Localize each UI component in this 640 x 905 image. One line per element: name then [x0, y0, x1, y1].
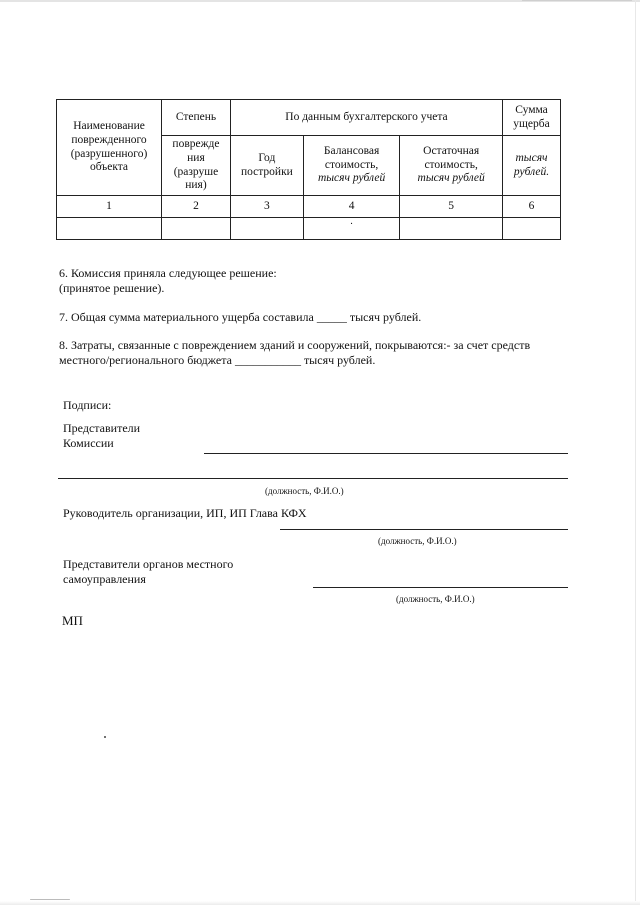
empty-cell: [162, 218, 231, 240]
header-balance-line2: стоимость,: [324, 158, 379, 171]
empty-cell: [230, 218, 303, 240]
head-org-signature-line: [280, 529, 568, 530]
header-degree-sub: [162, 136, 231, 196]
header-object-name-line1: Наименование: [73, 119, 145, 132]
header-year: [230, 136, 303, 196]
header-sum-unit: [503, 136, 561, 196]
empty-cell: ·: [303, 218, 399, 240]
corner-mark: [522, 0, 632, 1]
local-gov-label-line2: самоуправления: [63, 572, 146, 586]
empty-cell: [57, 218, 162, 240]
column-number: 6: [503, 196, 561, 218]
commission-signature-line-2: [58, 478, 568, 479]
header-year-line2: постройки: [240, 165, 293, 178]
head-org-label: Руководитель организации, ИП, ИП Глава КФХ: [63, 506, 307, 520]
header-sum-title: [503, 100, 561, 136]
header-object-name-line2: поврежденного: [71, 133, 147, 146]
header-residual: [400, 136, 503, 196]
header-residual-line2: стоимость,: [424, 158, 478, 171]
commission-label-line1: Представители: [63, 421, 141, 435]
total-damage-text: 7. Общая сумма материального ущерба составила _____ тысяч рублей.: [59, 310, 422, 324]
header-sum-line1: Сумма: [515, 103, 548, 116]
header-degree-sub-line1: поврежде: [172, 137, 220, 150]
header-balance-unit: тысяч рублей: [317, 172, 386, 185]
header-balance: [303, 136, 399, 196]
header-sum-unit-line1: тысяч: [515, 151, 548, 164]
header-degree-title: Степень: [162, 100, 231, 136]
header-degree-sub-line2: ния: [187, 151, 205, 164]
column-number: 5: [400, 196, 503, 218]
header-accounting-group: По данным бухгалтерского учета: [230, 100, 502, 136]
column-number: 4: [303, 196, 399, 218]
head-org-caption: (должность, Ф.И.О.): [378, 536, 457, 546]
stray-mark: [104, 736, 106, 738]
commission-label-line2: Комиссии: [63, 436, 114, 450]
empty-cell: [400, 218, 503, 240]
local-gov-label-line1: Представители органов местного: [63, 557, 234, 571]
decision-line1: 6. Комиссия приняла следующее решение:: [59, 266, 277, 280]
header-object-name: [57, 100, 162, 196]
header-sum-unit-line2: рублей.: [513, 165, 550, 178]
empty-row: [57, 218, 561, 240]
header-sum-line2: ущерба: [513, 117, 550, 130]
local-gov-signature-line: [313, 587, 568, 588]
empty-cell: [503, 218, 561, 240]
bottom-scan-mark: [30, 899, 70, 900]
local-gov-caption: (должность, Ф.И.О.): [396, 594, 475, 604]
costs-line2: местного/регионального бюджета ___________ тысяч рублей.: [59, 353, 376, 367]
header-residual-line1: Остаточная: [423, 144, 480, 157]
header-object-name-line4: объекта: [89, 161, 129, 174]
costs-line1: 8. Затраты, связанные с повреждением зданий и сооружений, покрываются:- за счет средств: [59, 338, 531, 352]
header-object-name-line3: (разрушенного): [70, 147, 148, 160]
signatures-title: Подписи:: [63, 398, 112, 412]
header-year-line1: Год: [258, 151, 276, 164]
header-degree-sub-line4: ния): [185, 179, 207, 192]
stamp-placeholder: МП: [62, 613, 83, 628]
header-balance-line1: Балансовая: [323, 144, 380, 157]
header-residual-unit: тысяч рублей: [417, 172, 485, 185]
column-number-row: [57, 196, 561, 218]
column-number: 3: [230, 196, 303, 218]
column-number: 1: [57, 196, 162, 218]
page-edge-right: [635, 0, 636, 905]
column-number: 2: [162, 196, 231, 218]
commission-caption: (должность, Ф.И.О.): [265, 486, 344, 496]
header-degree-sub-line3: (разруше: [173, 165, 219, 178]
decision-line2: (принятое решение).: [59, 281, 165, 295]
commission-signature-line: [204, 453, 568, 454]
page-edge-bottom: [0, 901, 640, 905]
damage-table: [56, 99, 561, 240]
